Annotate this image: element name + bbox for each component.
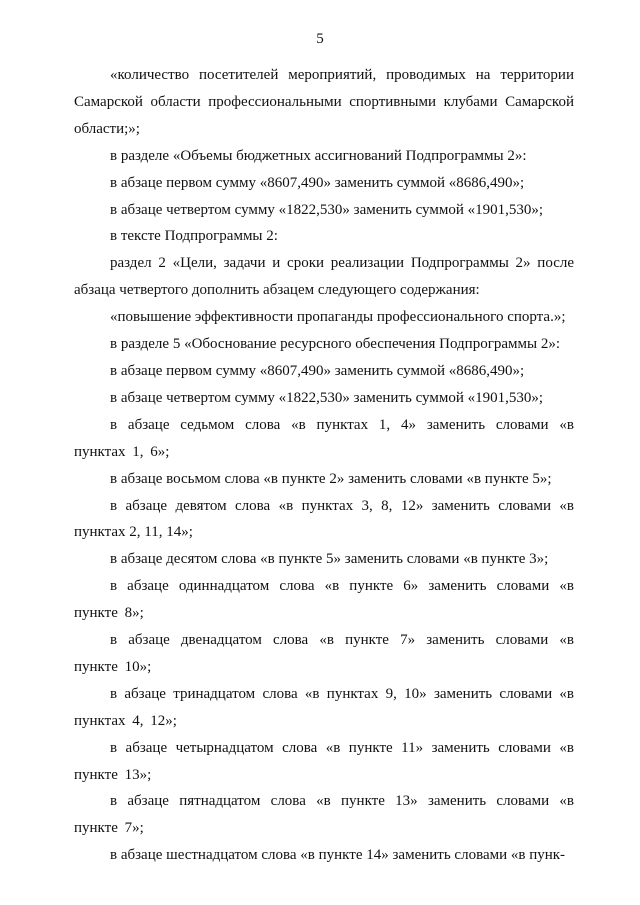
paragraph-5: в тексте Подпрограммы 2: xyxy=(110,228,278,245)
paragraph-2: в разделе «Объемы бюджетных ассигнований Подпрограммы 2»: xyxy=(110,147,527,164)
paragraph-10: в абзаце четвертом сумму «1822,530» заменить суммой «1901,530»; xyxy=(110,389,544,406)
paragraph-16: в абзаце двенадцатом слова «в пункте 7» заменить словами «в пункте 10»; xyxy=(74,632,574,675)
paragraph-11: в абзаце седьмом слова «в пунктах 1, 4» заменить словами «в пунктах 1, 6»; xyxy=(74,416,574,460)
paragraph-18: в абзаце четырнадцатом слова «в пункте 11» заменить словами «в пункте 13»; xyxy=(74,739,574,783)
paragraph-7: «повышение эффективности пропаганды профессионального спорта.»; xyxy=(110,309,566,326)
paragraph-17: в абзаце тринадцатом слова «в пунктах 9, 10» заменить словами «в пунктах 4, 12»; xyxy=(74,685,574,729)
paragraph-15: в абзаце одиннадцатом слова «в пункте 6» заменить словами «в пункте 8»; xyxy=(74,578,574,622)
paragraph-3: в абзаце первом сумму «8607,490» заменить суммой «8686,490»; xyxy=(110,174,525,191)
paragraph-6: раздел 2 «Цели, задачи и сроки реализации Подпрограммы 2» после абзаца четвертого дополнить абзацем следующего содержания: xyxy=(74,255,574,299)
page-number: 5 xyxy=(316,31,324,47)
document-body xyxy=(74,62,574,869)
paragraph-20: в абзаце шестнадцатом слова «в пункте 14» заменить словами «в пунк- xyxy=(110,847,566,864)
paragraph-8: в разделе 5 «Обоснование ресурсного обеспечения Подпрограммы 2»: xyxy=(110,336,560,353)
paragraph-12: в абзаце восьмом слова «в пункте 2» заменить словами «в пункте 5»; xyxy=(110,470,552,487)
paragraph-1: «количество посетителей мероприятий, проводимых на территории Самарской области профессиональными спортивными клубами Самарской области;»; xyxy=(74,67,574,137)
paragraph-14: в абзаце десятом слова «в пункте 5» заменить словами «в пункте 3»; xyxy=(110,551,549,568)
paragraph-13: в абзаце девятом слова «в пунктах 3, 8, 12» заменить словами «в пунктах 2, 11, 14»; xyxy=(74,497,574,541)
paragraph-9: в абзаце первом сумму «8607,490» заменить суммой «8686,490»; xyxy=(110,362,525,379)
paragraph-4: в абзаце четвертом сумму «1822,530» заменить суммой «1901,530»; xyxy=(110,201,544,218)
paragraph-19: в абзаце пятнадцатом слова «в пункте 13» заменить словами «в пункте 7»; xyxy=(74,793,574,837)
